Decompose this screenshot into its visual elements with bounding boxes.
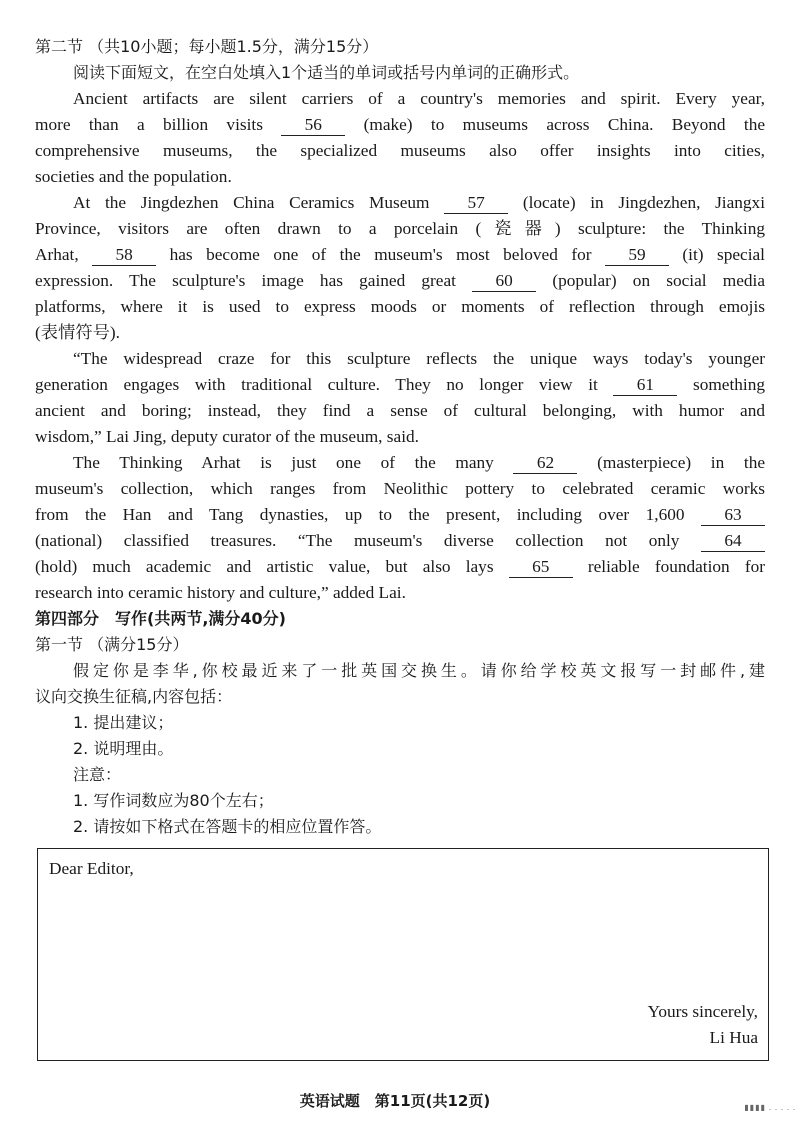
passage-line [35,398,765,424]
passage-line [35,528,765,554]
page-footer: 英语试题 第11页(共12页) [299,1092,491,1110]
letter-closing: Yours sincerely, [647,1002,758,1021]
letter-greeting: Dear Editor, [49,859,134,878]
answer-blank: 61 [613,375,677,396]
passage-text: museum's collection, which ranges from Neolithic pottery to celebrated ceramic works [35,479,765,498]
passage-line [35,86,765,112]
passage-text: (表情符号). [35,323,120,342]
passage-text: (national) classified treasures. “The museum's diverse collection not only [35,531,701,550]
prompt-item: 2. 说明理由。 [73,739,174,758]
passage-line [35,294,765,320]
note-label: 注意： [73,765,122,784]
passage-line [35,372,765,398]
passage-text: something [677,375,765,394]
passage-text: (make) to museums across China. Beyond the [345,115,766,134]
passage-text: Arhat, [35,245,93,264]
passage [35,86,765,606]
passage-line [35,268,765,294]
passage-line [35,502,765,528]
passage-text: expression. The sculpture's image has gained great [35,271,473,290]
passage-line [35,164,765,190]
letter-answer-box [37,848,769,1061]
section-heading: 第二节 （共10小题；每小题1.5分，满分15分） [35,37,379,56]
note-item: 1. 写作词数应为80个左右； [73,791,274,810]
part4-subheading: 第一节 （满分15分） [35,635,189,654]
passage-line [35,554,765,580]
answer-blank: 64 [701,531,765,552]
watermark: ▮▮▮▮ . . . . . [744,1103,796,1112]
passage-text: reliable foundation for [572,557,765,576]
passage-text: At the Jingdezhen China Ceramics Museum [73,193,445,212]
passage-line [35,216,765,242]
prompt-line: 议向交换生征稿,内容包括： [35,687,233,706]
passage-line [35,580,765,606]
passage-text: comprehensive museums, the specialized museums also offer insights into cities, [35,141,765,160]
note-item: 2. 请按如下格式在答题卡的相应位置作答。 [73,817,382,836]
passage-text: has become one of the museum's most beloved for [156,245,605,264]
passage-line [35,450,765,476]
answer-blank: 65 [509,557,573,578]
passage-text: (locate) in Jingdezhen, Jiangxi [508,193,765,212]
prompt-line: 假定你是李华,你校最近来了一批英国交换生。请你给学校英文报写一封邮件,建 [73,661,765,680]
letter-name: Li Hua [709,1028,758,1047]
passage-text: Province, visitors are often drawn to a porcelain (瓷器) sculpture: the Thinking [35,219,765,238]
passage-text: (popular) on social media [536,271,765,290]
passage-text: (it) special [668,245,765,264]
prompt-item: 1. 提出建议； [73,713,174,732]
section-instruction: 阅读下面短文，在空白处填入1个适当的单词或括号内单词的正确形式。 [73,63,580,82]
passage-line [35,138,765,164]
passage-line [35,476,765,502]
answer-blank: 57 [444,193,508,214]
passage-text: The Thinking Arhat is just one of the many [73,453,514,472]
answer-blank: 60 [472,271,536,292]
passage-line [35,346,765,372]
passage-text: generation engages with traditional culture. They no longer view it [35,375,614,394]
passage-line [35,424,765,450]
passage-text: ancient and boring; instead, they find a sense of cultural belonging, with humor and [35,401,765,420]
passage-text: wisdom,” Lai Jing, deputy curator of the museum, said. [35,427,419,446]
passage-line [35,320,765,346]
passage-text: societies and the population. [35,167,232,186]
answer-blank: 58 [92,245,156,266]
letter-signature [648,999,758,1051]
passage-line [35,242,765,268]
passage-text: (masterpiece) in the [577,453,766,472]
answer-blank: 63 [701,505,765,526]
passage-text: (hold) much academic and artistic value, but also lays [35,557,509,576]
passage-line [35,112,765,138]
exam-page [35,34,765,840]
passage-text: research into ceramic history and culture,” added Lai. [35,583,406,602]
passage-text: Ancient artifacts are silent carriers of a country's memories and spirit. Every year, [73,89,765,108]
answer-blank: 59 [605,245,669,266]
passage-line [35,190,765,216]
passage-text: more than a billion visits [35,115,282,134]
part4-heading: 第四部分 写作(共两节,满分40分) [35,609,286,628]
passage-text: platforms, where it is used to express moods or moments of reflection through emojis [35,297,765,316]
answer-blank: 56 [281,115,345,136]
passage-text: from the Han and Tang dynasties, up to the present, including over 1,600 [35,505,701,524]
answer-blank: 62 [513,453,577,474]
passage-text: “The widespread craze for this sculpture reflects the unique ways today's younger [73,349,765,368]
